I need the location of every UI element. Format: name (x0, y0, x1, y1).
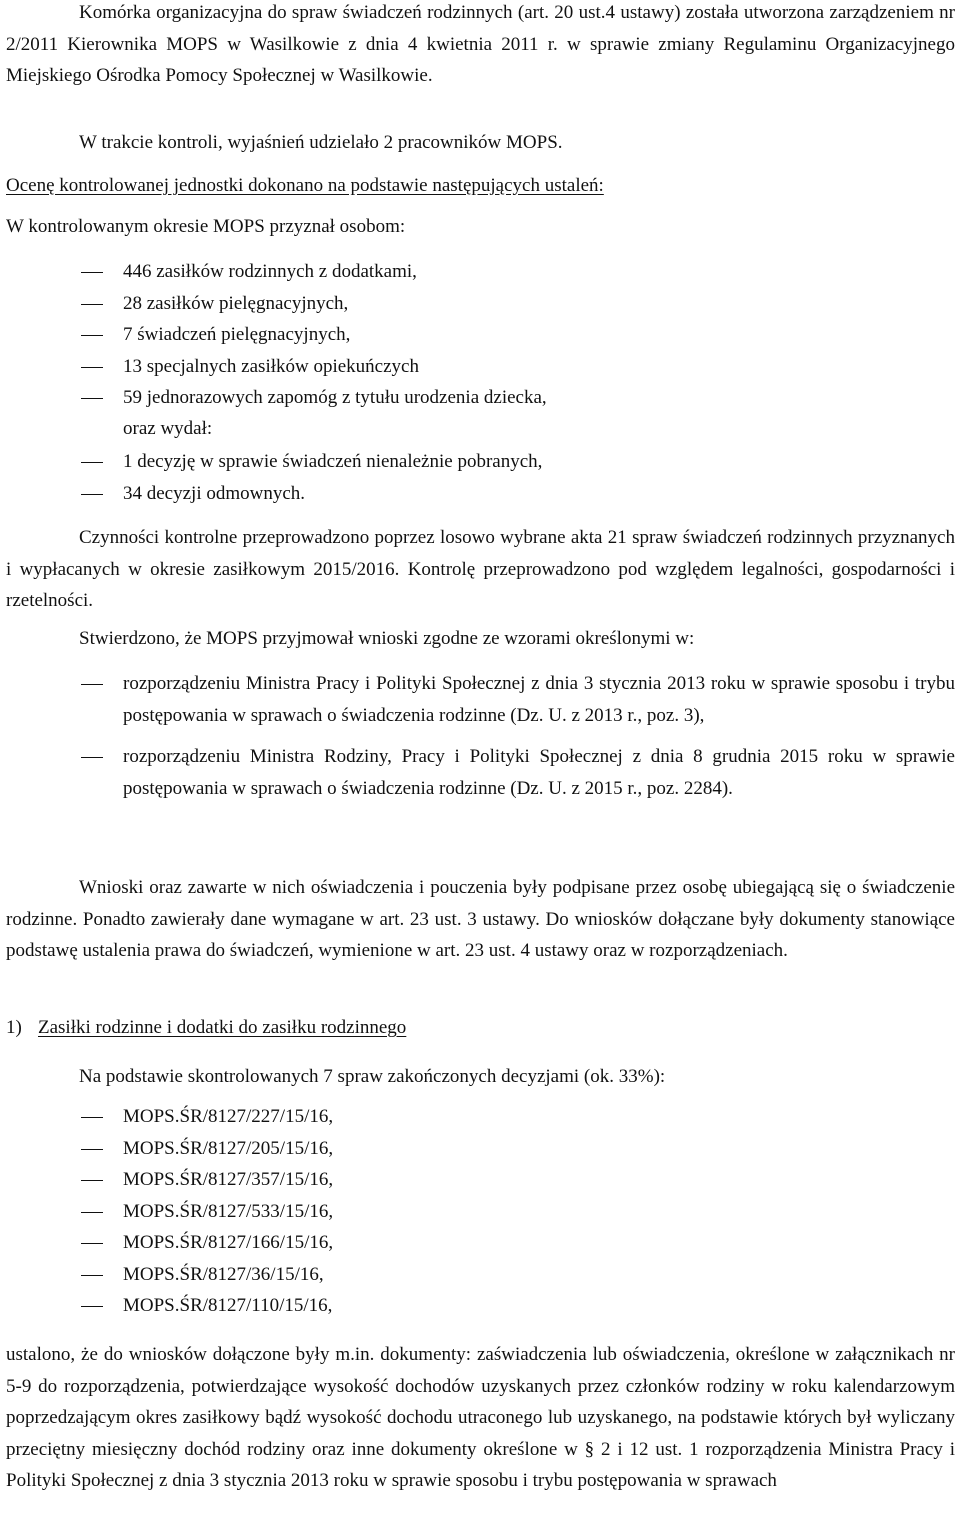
dash-bullet-icon (81, 1243, 103, 1244)
dash-bullet-icon (81, 462, 103, 463)
list-item: MOPS.ŚR/8127/227/15/16, (6, 1101, 955, 1133)
dash-bullet-icon (81, 494, 103, 495)
dash-bullet-icon (81, 398, 103, 399)
list-item: MOPS.ŚR/8127/357/15/16, (6, 1164, 955, 1196)
issued-list (6, 446, 955, 509)
dash-bullet-icon (81, 304, 103, 305)
section-number: 1) (6, 1017, 22, 1038)
dash-bullet-icon (81, 684, 103, 685)
section-title: Zasiłki rodzinne i dodatki do zasiłku rodzinnego (38, 1017, 407, 1038)
dash-bullet-icon (81, 1117, 103, 1118)
list-item: 1 decyzję w sprawie świadczeń nienależnie pobranych, (6, 446, 955, 478)
dash-bullet-icon (81, 1275, 103, 1276)
list-item: 13 specjalnych zasiłków opiekuńczych (6, 351, 955, 383)
list-item: MOPS.ŚR/8127/533/15/16, (6, 1196, 955, 1228)
list-item: 34 decyzji odmownych. (6, 478, 955, 510)
regulations-list (6, 668, 955, 804)
cases-list (6, 1101, 955, 1322)
dash-bullet-icon (81, 1306, 103, 1307)
list-item: MOPS.ŚR/8127/205/15/16, (6, 1133, 955, 1165)
section-lead: Na podstawie skontrolowanych 7 spraw zakończonych decyzjami (ok. 33%): (79, 1066, 666, 1087)
explanations-paragraph: W trakcie kontroli, wyjaśnień udzielało 2 pracowników MOPS. (79, 132, 563, 153)
list-item: rozporządzeniu Ministra Rodziny, Pracy i Polityki Społecznej z dnia 8 grudnia 2015 roku w sprawie postępowania w sprawach o świadczenia rodzinne (Dz. U. z 2015 r., poz. 2284). (6, 741, 955, 804)
granted-list (6, 256, 955, 414)
section-heading (6, 1012, 406, 1044)
dash-bullet-icon (81, 367, 103, 368)
list-item: 28 zasiłków pielęgnacyjnych, (6, 288, 955, 320)
list-item: MOPS.ŚR/8127/166/15/16, (6, 1227, 955, 1259)
dash-bullet-icon (81, 757, 103, 758)
forms-lead: Stwierdzono, że MOPS przyjmował wnioski zgodne ze wzorami określonymi w: (79, 628, 695, 649)
issued-lead: oraz wydał: (123, 418, 213, 439)
assessment-heading: Ocenę kontrolowanej jednostki dokonano na podstawie następujących ustaleń: (6, 175, 604, 196)
dash-bullet-icon (81, 272, 103, 273)
list-item: rozporządzeniu Ministra Pracy i Polityki Społecznej z dnia 3 stycznia 2013 roku w sprawie sposobu i trybu postępowania w sprawach o świadczenia rodzinne (Dz. U. z 2013 r., poz. 3), (6, 668, 955, 731)
list-item: 59 jednorazowych zapomóg z tytułu urodzenia dziecka, (6, 382, 955, 414)
applications-paragraph: Wnioski oraz zawarte w nich oświadczenia i pouczenia były podpisane przez osobę ubiegającą się o świadczenie rodzinne. Ponadto zawierały dane wymagane w art. 23 ust. 3 ustawy. Do wniosków dołączane były dokumenty stanowiące podstawę ustalenia prawa do świadczeń, wymienione w art. 23 ust. 4 ustawy oraz w rozporządzeniach. (6, 877, 955, 961)
dash-bullet-icon (81, 1180, 103, 1181)
assessment-lead: W kontrolowanym okresie MOPS przyznał osobom: (6, 216, 406, 237)
finding-paragraph: ustalono, że do wniosków dołączone były m.in. dokumenty: zaświadczenia lub oświadczenia, określone w załącznikach nr 5-9 do rozporządzenia, potwierdzające wysokość dochodów uzyskanych przez członków rodziny w roku kalendarzowym poprzedzającym okres zasiłkowy bądź wysokość dochodu utraconego lub uzyskanego, na podstawie których był wyliczany przeciętny miesięczny dochód rodziny oraz inne dokumenty określone w § 2 i 12 ust. 1 rozporządzenia Ministra Pracy i Polityki Społecznej z dnia 3 stycznia 2013 roku w sprawie sposobu i trybu postępowania w sprawach (6, 1344, 955, 1491)
dash-bullet-icon (81, 1149, 103, 1150)
dash-bullet-icon (81, 335, 103, 336)
intro-paragraph: Komórka organizacyjna do spraw świadczeń rodzinnych (art. 20 ust.4 ustawy) została utworzona zarządzeniem nr 2/2011 Kierownika MOPS w Wasilkowie z dnia 4 kwietnia 2011 r. w sprawie zmiany Regulaminu Organizacyjnego Miejskiego Ośrodka Pomocy Społecznej w Wasilkowie. (6, 2, 955, 86)
activities-paragraph: Czynności kontrolne przeprowadzono poprzez losowo wybrane akta 21 spraw świadczeń rodzinnych przyznanych i wypłacanych w okresie zasiłkowym 2015/2016. Kontrolę przeprowadzono pod względem legalności, gospodarności i rzetelności. (6, 527, 955, 611)
list-item: MOPS.ŚR/8127/110/15/16, (6, 1290, 955, 1322)
list-item: MOPS.ŚR/8127/36/15/16, (6, 1259, 955, 1291)
dash-bullet-icon (81, 1212, 103, 1213)
list-item: 7 świadczeń pielęgnacyjnych, (6, 319, 955, 351)
list-item: 446 zasiłków rodzinnych z dodatkami, (6, 256, 955, 288)
